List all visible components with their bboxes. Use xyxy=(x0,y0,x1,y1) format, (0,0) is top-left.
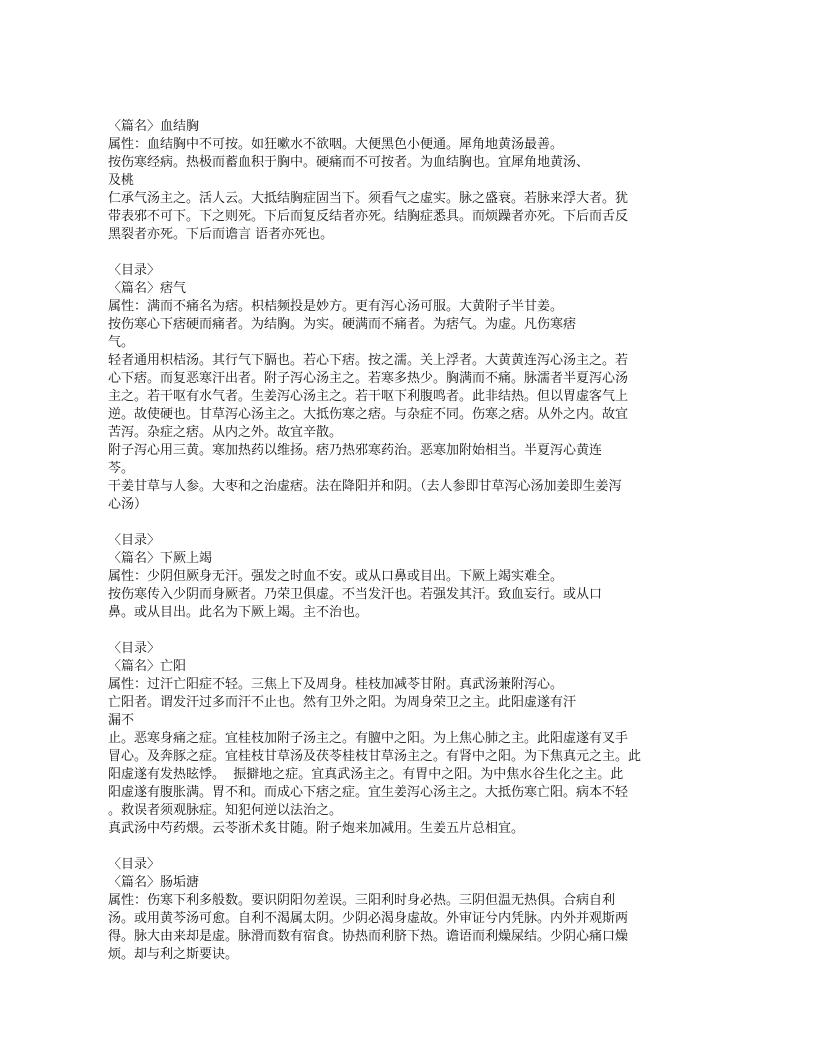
text-line: 阳虚遂有发热眩悸。 振擗地之症。宜真武汤主之。有胃中之阳。为中焦水谷生化之主。此 xyxy=(108,767,624,782)
attribute-line: 属性：满而不痛名为痞。枳桔频投是妙方。更有泻心汤可服。大黄附子半甘姜。 xyxy=(108,299,564,314)
text-line: 真武汤中芍药煨。云苓浙术炙甘随。附子炮来加减用。生姜五片总相宜。 xyxy=(108,821,525,836)
section-title: 〈篇名〉肠垢溏 xyxy=(108,875,200,890)
text-line: 逆。故使硬也。甘草泻心汤主之。大抵伤寒之痞。与杂症不同。伤寒之痞。从外之内。故宜 xyxy=(108,407,629,422)
text-line: 按伤寒传入少阴而身厥者。乃荣卫俱虚。不当发汗也。若强发其汗。致血妄行。或从口 xyxy=(108,587,603,602)
toc-marker: 〈目录〉 xyxy=(108,857,161,872)
attribute-line: 属性：过汗亡阳症不轻。三焦上下及周身。桂枝加减苓甘附。真武汤兼附泻心。 xyxy=(108,677,564,692)
text-line: 鼻。或从目出。此名为下厥上竭。主不治也。 xyxy=(108,605,369,620)
text-line: 心汤） xyxy=(108,497,148,512)
blank-line xyxy=(108,838,708,856)
section-title: 〈篇名〉血结胸 xyxy=(108,119,200,134)
text-line: 气。 xyxy=(108,335,135,350)
document-body xyxy=(108,118,708,964)
blank-line xyxy=(108,622,708,640)
text-line: 仁承气汤主之。活人云。大抵结胸症固当下。须看气之虚实。脉之盛衰。若脉来浮大者。犹 xyxy=(108,191,629,206)
text-line: 心下痞。而复恶寒汗出者。附子泻心汤主之。若寒多热少。胸满而不痛。脉濡者半夏泻心汤 xyxy=(108,371,629,386)
attribute-line: 属性：少阴但厥身无汗。强发之时血不安。或从口鼻或目出。下厥上竭实难全。 xyxy=(108,569,564,584)
blank-line xyxy=(108,514,708,532)
text-line: 轻者通用枳桔汤。其行气下膈也。若心下痞。按之濡。关上浮者。大黄黄连泻心汤主之。若 xyxy=(108,353,629,368)
text-line: 干姜甘草与人参。大枣和之治虚痞。法在降阳并和阴。（去人参即甘草泻心汤加姜即生姜泻 xyxy=(108,479,622,494)
text-line: 按伤寒心下痞硬而痛者。为结胸。为实。硬满而不痛者。为痞气。为虚。凡伤寒痞 xyxy=(108,317,577,332)
toc-marker: 〈目录〉 xyxy=(108,533,161,548)
text-line: 阳虚遂有腹胀满。胃不和。而成心下痞之症。宜生姜泻心汤主之。大抵伤寒亡阳。病本不轻 xyxy=(108,785,629,800)
text-line: 主之。若干呕有水气者。生姜泻心汤主之。若干呕下利腹鸣者。此非结热。但以胃虚客气上 xyxy=(108,389,629,404)
text-line: 黑裂者亦死。下后而谵言 语者亦死也。 xyxy=(108,227,334,242)
section-title: 〈篇名〉痞气 xyxy=(108,281,187,296)
toc-marker: 〈目录〉 xyxy=(108,641,161,656)
text-line: 按伤寒经病。热极而蓄血积于胸中。硬痛而不可按者。为血结胸也。宜犀角地黄汤、 xyxy=(108,155,590,170)
section-title: 〈篇名〉亡阳 xyxy=(108,659,187,674)
text-line: 及桃 xyxy=(108,173,135,188)
section-title: 〈篇名〉下厥上竭 xyxy=(108,551,213,566)
text-line: 芩。 xyxy=(108,461,135,476)
text-line: 附子泻心用三黄。寒加热药以维扬。痞乃热邪寒药治。恶寒加附始相当。半夏泻心黄连 xyxy=(108,443,603,458)
text-line: 苦泻。杂症之痞。从内之外。故宜辛散。 xyxy=(108,425,343,440)
text-line: 。救误者须观脉症。知犯何逆以法治之。 xyxy=(108,803,343,818)
attribute-line: 属性：血结胸中不可按。如狂嗽水不欲咽。大便黑色小便通。犀角地黄汤最善。 xyxy=(108,137,564,152)
text-line: 得。脉大由来却是虚。脉滑而数有宿食。协热而利脐下热。谵语而利燥屎结。少阴心痛口燥 xyxy=(108,929,629,944)
text-line: 烦。却与利之斯要诀。 xyxy=(108,947,239,962)
text-line: 亡阳者。谓发汗过多而汗不止也。然有卫外之阳。为周身荣卫之主。此阳虚遂有汗 xyxy=(108,695,577,710)
text-line: 漏不 xyxy=(108,713,135,728)
text-line: 止。恶寒身痛之症。宜桂枝加附子汤主之。有膻中之阳。为上焦心肺之主。此阳虚遂有叉手 xyxy=(108,731,629,746)
blank-line xyxy=(108,244,708,262)
attribute-line: 属性：伤寒下利多般数。要识阴阳勿差误。三阳利时身必热。三阴但温无热俱。合病自利 xyxy=(108,893,616,908)
text-line: 冒心。及奔豚之症。宜桂枝甘草汤及茯苓桂枝甘草汤主之。有肾中之阳。为下焦真元之主。此 xyxy=(108,749,642,764)
toc-marker: 〈目录〉 xyxy=(108,263,161,278)
text-line: 汤。或用黄芩汤可愈。自利不渴属太阴。少阴必渴身虚故。外审证兮内凭脉。内外并观斯两 xyxy=(108,911,629,926)
text-line: 带表邪不可下。下之则死。下后而复反结者亦死。结胸症悉具。而烦躁者亦死。下后而舌反 xyxy=(108,209,629,224)
